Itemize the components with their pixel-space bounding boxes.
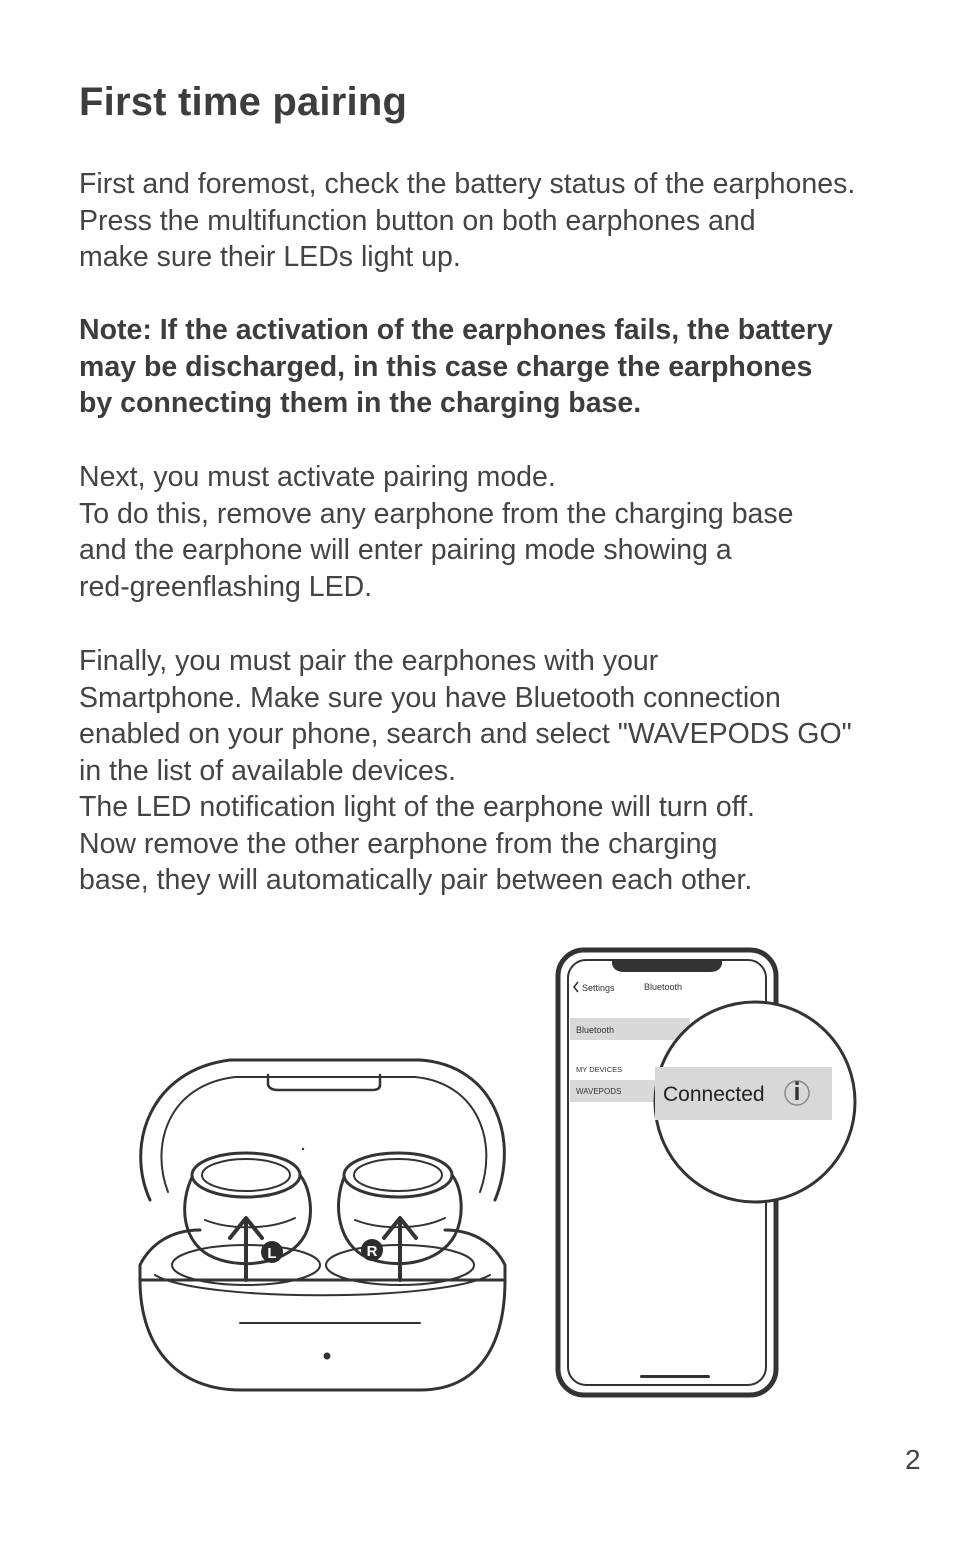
- text-line: and the earphone will enter pairing mode showing a: [79, 534, 732, 566]
- text-line: red-greenflashing LED.: [79, 570, 373, 603]
- text-line: make sure their LEDs light up.: [79, 241, 461, 273]
- text-line: may be discharged, in this case charge the earphones: [79, 350, 813, 383]
- text-line: Note: If the activation of the earphones fails, the battery: [79, 314, 833, 346]
- header-title: Bluetooth: [644, 982, 683, 992]
- left-label: L: [267, 1245, 277, 1262]
- text-line: Finally, you must pair the earphones with your: [79, 645, 659, 677]
- connected-status: Connected: [663, 1083, 765, 1106]
- device-name: WAVEPODS: [576, 1087, 622, 1096]
- charging-case-illustration: [140, 1060, 505, 1390]
- text-line: by connecting them in the charging base.: [79, 387, 642, 419]
- right-earphone-badge: [361, 1239, 383, 1261]
- left-earphone-badge: [261, 1241, 283, 1263]
- text-line: base, they will automatically pair between each other.: [79, 864, 753, 896]
- pairing-illustration: [0, 930, 980, 1410]
- paragraph-pair-smartphone: [79, 643, 852, 899]
- page-title: First time pairing: [79, 80, 408, 124]
- back-label: Settings: [582, 983, 615, 993]
- text-line: enabled on your phone, search and select "WAVEPODS GO": [79, 718, 852, 750]
- text-line: Next, you must activate pairing mode.: [79, 461, 556, 493]
- paragraph-pairing-mode: [79, 459, 794, 605]
- text-line: First and foremost, check the battery status of the earphones.: [79, 168, 856, 200]
- text-line: in the list of available devices.: [79, 754, 457, 787]
- text-line: Now remove the other earphone from the charging: [79, 827, 718, 860]
- zoom-callout: [655, 1002, 855, 1202]
- section-label: MY DEVICES: [576, 1065, 623, 1074]
- text-line: Smartphone. Make sure you have Bluetooth connection: [79, 681, 781, 714]
- page-number: 2: [905, 1444, 921, 1475]
- text-line: To do this, remove any earphone from the charging base: [79, 497, 794, 530]
- text-line: The LED notification light of the earphone will turn off.: [79, 791, 755, 823]
- bluetooth-row-label: Bluetooth: [576, 1025, 615, 1035]
- paragraph-note: [79, 312, 833, 422]
- right-label: R: [366, 1243, 378, 1260]
- paragraph-battery-check: [79, 166, 855, 276]
- text-line: Press the multifunction button on both earphones and: [79, 204, 756, 237]
